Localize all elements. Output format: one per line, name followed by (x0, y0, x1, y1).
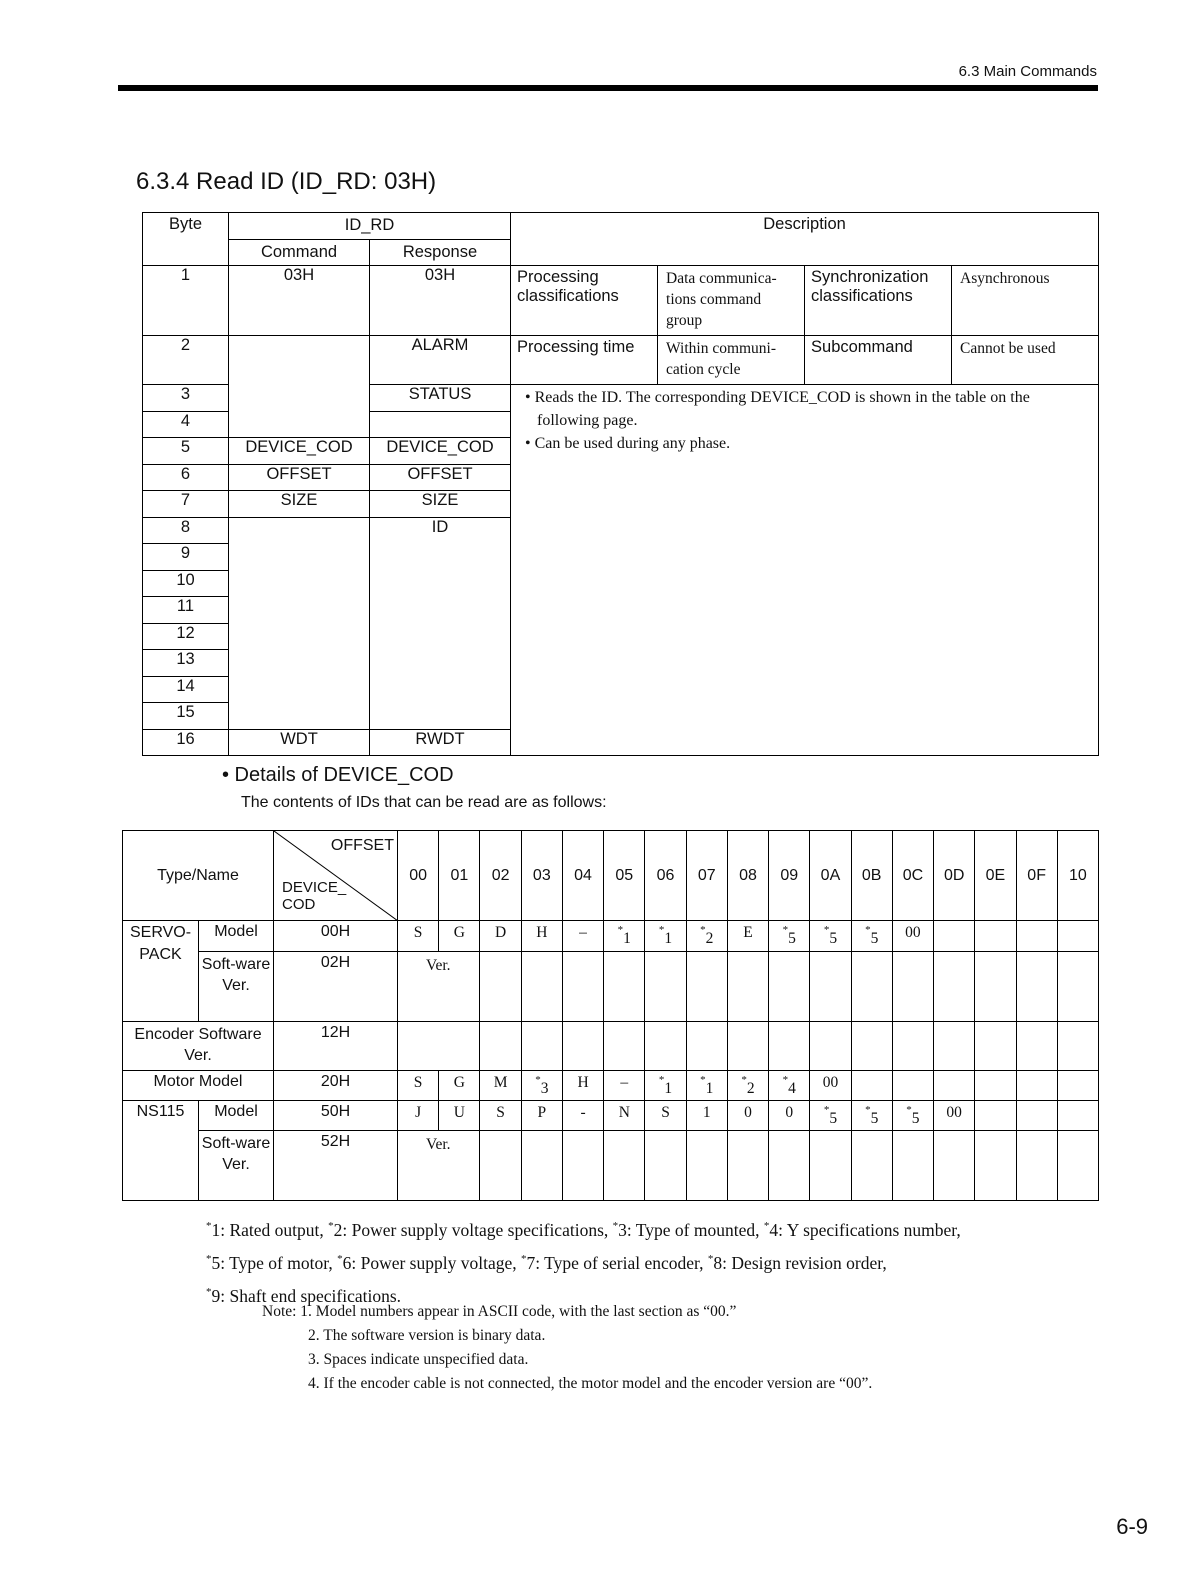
running-header: 6.3 Main Commands (958, 63, 1097, 80)
empty-cell (480, 952, 521, 1022)
id-byte-cell: S (398, 921, 439, 952)
empty-cell (727, 952, 768, 1022)
id-byte-cell (1057, 921, 1098, 952)
id-byte-cell: H (562, 1071, 603, 1101)
offset-header: 05 (604, 831, 645, 921)
empty-cell (934, 1022, 975, 1071)
byte-cell: 1 (143, 266, 229, 336)
footnote: 4: Y specifications number, (769, 1219, 961, 1240)
empty-cell (851, 952, 892, 1022)
footnote: 2: Power supply voltage specifications, (333, 1219, 613, 1240)
empty-cell (727, 1022, 768, 1071)
command-cell: DEVICE_COD (229, 438, 370, 465)
byte-cell: 8 (143, 517, 229, 544)
offset-header: 0A (810, 831, 851, 921)
byte-cell: 15 (143, 703, 229, 730)
id-byte-cell: D (480, 921, 521, 952)
device-cod-label (282, 879, 346, 913)
id-byte-cell: N (604, 1101, 645, 1131)
id-byte-cell: 0 (769, 1101, 810, 1131)
id-byte-cell: U (439, 1101, 480, 1131)
id-byte-cell: 00 (892, 921, 933, 952)
id-byte-cell: *2 (727, 1071, 768, 1101)
processing-time-value: Within communi-cation cycle (658, 336, 805, 385)
byte-cell: 6 (143, 464, 229, 491)
command-cell: WDT (229, 729, 370, 756)
empty-cell (521, 1131, 562, 1201)
processing-classifications-label: Processing classifications (511, 266, 658, 336)
empty-cell (934, 1131, 975, 1201)
footnote-line-3: *9: Shaft end specifications. (206, 1285, 402, 1306)
byte-cell: 4 (143, 411, 229, 438)
empty-cell (975, 952, 1016, 1022)
id-byte-cell: *1 (645, 921, 686, 952)
footnote: 3: Type of mounted, (618, 1219, 764, 1240)
id-byte-cell: G (439, 921, 480, 952)
empty-cell (1057, 1022, 1098, 1071)
id-byte-cell: J (398, 1101, 439, 1131)
empty-cell (810, 1131, 851, 1201)
device-code: 02H (274, 952, 398, 1022)
offset-header: 03 (521, 831, 562, 921)
description-bullet: • Can be used during any phase. (525, 435, 731, 452)
id-byte-cell: *5 (851, 921, 892, 952)
id-byte-cell (975, 1101, 1016, 1131)
response-cell: STATUS (370, 385, 511, 412)
id-byte-cell: S (480, 1101, 521, 1131)
device-code: 52H (274, 1131, 398, 1201)
empty-cell (645, 1022, 686, 1071)
id-byte-cell: G (439, 1071, 480, 1101)
type-name-header: Type/Name (123, 831, 274, 921)
id-byte-cell (892, 1071, 933, 1101)
software-ver-label: Soft-ware Ver. (199, 952, 274, 1022)
command-cell: OFFSET (229, 464, 370, 491)
offset-header: 0C (892, 831, 933, 921)
section-title: 6.3.4 Read ID (ID_RD: 03H) (136, 168, 437, 195)
empty-cell (727, 1131, 768, 1201)
empty-cell (562, 1022, 603, 1071)
footnote: 5: Type of motor, (211, 1252, 338, 1273)
id-byte-cell (1016, 1101, 1057, 1131)
id-byte-cell: H (521, 921, 562, 952)
id-rd-command-table (142, 212, 1099, 756)
servopack-label: SERVO-PACK (123, 921, 199, 1022)
response-cell: DEVICE_COD (370, 438, 511, 465)
footnote: 1: Rated output, (211, 1219, 329, 1240)
id-byte-cell: 0 (727, 1101, 768, 1131)
byte-cell: 5 (143, 438, 229, 465)
id-byte-cell (934, 1071, 975, 1101)
empty-cell (686, 1022, 727, 1071)
response-cell: RWDT (370, 729, 511, 756)
offset-header: 02 (480, 831, 521, 921)
byte-cell: 3 (143, 385, 229, 412)
footnote: 6: Power supply voltage, (342, 1252, 521, 1273)
empty-cell (686, 1131, 727, 1201)
encoder-software-ver-label: Encoder Software Ver. (123, 1022, 274, 1071)
response-cell: 03H (370, 266, 511, 336)
description-bullet: • Reads the ID. The corresponding DEVICE_COD is shown in the table on the following page. (525, 389, 1030, 429)
response-cell-id: ID (370, 517, 511, 729)
id-byte-cell: *5 (769, 921, 810, 952)
empty-cell (769, 1022, 810, 1071)
id-byte-cell: *5 (810, 1101, 851, 1131)
id-byte-cell: – (562, 921, 603, 952)
id-byte-cell: E (727, 921, 768, 952)
command-cell-blank (229, 336, 370, 438)
id-byte-cell: *2 (686, 921, 727, 952)
byte-cell: 12 (143, 623, 229, 650)
footnote-line-1: *1: Rated output, *2: Power supply voltage specifications, *3: Type of mounted, *4: Y specifications number, (206, 1219, 961, 1240)
synchronization-classifications-value: Asynchronous (952, 266, 1099, 336)
header-command: Command (229, 239, 370, 266)
synchronization-classifications-label: Synchronization classifications (805, 266, 952, 336)
empty-cell (975, 1022, 1016, 1071)
offset-label: OFFSET (330, 837, 394, 854)
empty-cell (892, 1131, 933, 1201)
description-text (511, 385, 1099, 756)
offset-header: 01 (439, 831, 480, 921)
empty-cell (604, 952, 645, 1022)
offset-header: 06 (645, 831, 686, 921)
empty-cell (562, 952, 603, 1022)
response-cell: OFFSET (370, 464, 511, 491)
footnote: 9: Shaft end specifications. (211, 1285, 402, 1306)
empty-cell (810, 952, 851, 1022)
id-byte-cell: *5 (892, 1101, 933, 1131)
offset-device-cod-header (274, 831, 398, 921)
empty-cell (521, 1022, 562, 1071)
empty-cell (480, 1022, 521, 1071)
notes (262, 1300, 872, 1396)
id-byte-cell: *3 (521, 1071, 562, 1101)
device-code: 12H (274, 1022, 398, 1071)
empty-cell (892, 952, 933, 1022)
id-byte-cell (1057, 1071, 1098, 1101)
empty-cell (851, 1022, 892, 1071)
id-byte-cell: P (521, 1101, 562, 1131)
empty-cell (1057, 952, 1098, 1022)
motor-model-label: Motor Model (123, 1071, 274, 1101)
details-intro: The contents of IDs that can be read are as follows: (241, 794, 607, 811)
version-span: Ver. (398, 1131, 480, 1201)
empty-cell (769, 1131, 810, 1201)
id-byte-cell: 1 (686, 1101, 727, 1131)
byte-cell: 9 (143, 544, 229, 571)
response-cell: SIZE (370, 491, 511, 518)
offset-header: 0D (934, 831, 975, 921)
page-number: 6-9 (1116, 1514, 1148, 1539)
byte-cell: 16 (143, 729, 229, 756)
id-byte-cell (851, 1071, 892, 1101)
device-cod-label-line1: DEVICE_ (282, 879, 347, 896)
empty-cell (975, 1131, 1016, 1201)
command-cell-blank (229, 517, 370, 729)
id-byte-cell (934, 921, 975, 952)
header-id-rd: ID_RD (229, 213, 511, 240)
offset-header: 0E (975, 831, 1016, 921)
footnote: 7: Type of serial encoder, (526, 1252, 708, 1273)
header-byte: Byte (143, 213, 229, 266)
empty-cell (1057, 1131, 1098, 1201)
id-byte-cell: *4 (769, 1071, 810, 1101)
empty-cell (934, 952, 975, 1022)
model-label: Model (199, 1101, 274, 1131)
empty-cell (562, 1131, 603, 1201)
response-cell: ALARM (370, 336, 511, 385)
byte-cell: 7 (143, 491, 229, 518)
empty-cell (1016, 952, 1057, 1022)
byte-cell: 14 (143, 676, 229, 703)
note-item: 3. Spaces indicate unspecified data. (308, 1351, 529, 1368)
id-byte-cell: *1 (604, 921, 645, 952)
id-byte-cell: – (604, 1071, 645, 1101)
byte-cell: 11 (143, 597, 229, 624)
byte-cell: 10 (143, 570, 229, 597)
empty-cell (851, 1131, 892, 1201)
id-byte-cell: S (645, 1101, 686, 1131)
offset-header: 04 (562, 831, 603, 921)
empty-cell (1016, 1022, 1057, 1071)
id-byte-cell: 00 (934, 1101, 975, 1131)
empty-cell (1016, 1131, 1057, 1201)
empty-cell (480, 1131, 521, 1201)
header-description: Description (511, 213, 1099, 266)
id-byte-cell (1016, 1071, 1057, 1101)
device-code: 50H (274, 1101, 398, 1131)
encoder-version-span (398, 1022, 480, 1071)
id-byte-cell: *1 (686, 1071, 727, 1101)
offset-header: 07 (686, 831, 727, 921)
footnotes (206, 1212, 961, 1310)
note-item: 2. The software version is binary data. (308, 1327, 546, 1344)
empty-cell (810, 1022, 851, 1071)
empty-cell (892, 1022, 933, 1071)
id-byte-cell: S (398, 1071, 439, 1101)
id-byte-cell (1057, 1101, 1098, 1131)
id-byte-cell: M (480, 1071, 521, 1101)
note-item: 4. If the encoder cable is not connected, the motor model and the encoder version are “00”. (308, 1375, 873, 1392)
subcommand-value: Cannot be used (952, 336, 1099, 385)
header-rule (118, 85, 1098, 91)
empty-cell (645, 1131, 686, 1201)
version-span: Ver. (398, 952, 480, 1022)
id-byte-cell: 00 (810, 1071, 851, 1101)
offset-header: 0F (1016, 831, 1057, 921)
empty-cell (686, 952, 727, 1022)
device-cod-label-line2: COD (282, 896, 316, 913)
id-byte-cell (1016, 921, 1057, 952)
offset-header: 0B (851, 831, 892, 921)
footnote-line-2: *5: Type of motor, *6: Power supply voltage, *7: Type of serial encoder, *8: Design revision order, (206, 1252, 887, 1273)
footnote: 8: Design revision order, (713, 1252, 887, 1273)
command-cell: 03H (229, 266, 370, 336)
device-code: 00H (274, 921, 398, 952)
software-ver-label: Soft-ware Ver. (199, 1131, 274, 1201)
device-code: 20H (274, 1071, 398, 1101)
offset-header: 00 (398, 831, 439, 921)
id-byte-cell: *5 (810, 921, 851, 952)
empty-cell (521, 952, 562, 1022)
offset-header: 10 (1057, 831, 1098, 921)
response-cell-blank (370, 411, 511, 438)
processing-time-label: Processing time (511, 336, 658, 385)
command-cell: SIZE (229, 491, 370, 518)
byte-cell: 2 (143, 336, 229, 385)
model-label: Model (199, 921, 274, 952)
empty-cell (604, 1022, 645, 1071)
offset-header: 08 (727, 831, 768, 921)
empty-cell (645, 952, 686, 1022)
note-item: Note: 1. Model numbers appear in ASCII code, with the last section as “00.” (262, 1303, 737, 1320)
header-response: Response (370, 239, 511, 266)
subcommand-label: Subcommand (805, 336, 952, 385)
id-byte-cell (975, 1071, 1016, 1101)
processing-classifications-value: Data communica-tions command group (658, 266, 805, 336)
offset-header: 09 (769, 831, 810, 921)
id-byte-cell: *1 (645, 1071, 686, 1101)
empty-cell (769, 952, 810, 1022)
id-byte-cell: - (562, 1101, 603, 1131)
byte-cell: 13 (143, 650, 229, 677)
device-cod-table (122, 830, 1099, 1201)
id-byte-cell (975, 921, 1016, 952)
id-byte-cell: *5 (851, 1101, 892, 1131)
empty-cell (604, 1131, 645, 1201)
details-heading: • Details of DEVICE_COD (222, 764, 454, 786)
ns115-label: NS115 (123, 1101, 199, 1201)
